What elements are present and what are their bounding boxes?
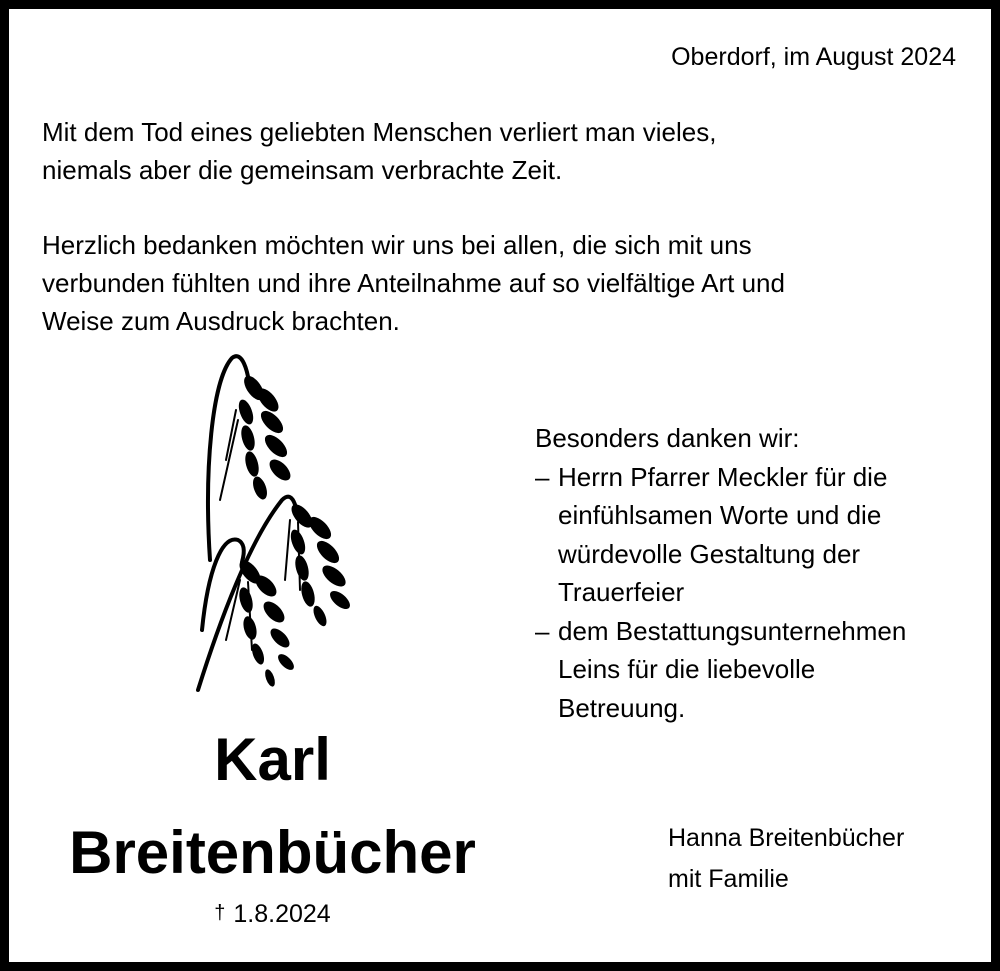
dash-bullet: – [535, 461, 550, 492]
list-item-line: Trauerfeier [558, 577, 685, 607]
list-item [535, 458, 906, 612]
list-item-line: Leins für die liebevolle [558, 654, 816, 684]
thanks-line: Weise zum Ausdruck brachten. [42, 306, 400, 336]
list-item [535, 612, 906, 728]
intro-paragraph [42, 113, 716, 189]
signature [668, 818, 904, 900]
signature-line: mit Familie [668, 865, 789, 893]
death-date: 1.8.2024 [233, 900, 331, 928]
list-item-line: dem Bestattungsunternehmen [558, 615, 907, 646]
cross-icon: † [214, 902, 226, 924]
wheat-ears-icon [190, 350, 370, 700]
special-thanks-heading: Besonders danken wir: [535, 423, 800, 453]
list-item-line: Herrn Pfarrer Meckler für die [558, 461, 888, 492]
deceased-last-name: Breitenbücher [69, 819, 476, 886]
deceased-first-name: Karl [214, 726, 331, 793]
thanks-line: Herzlich bedanken möchten wir uns bei allen, die sich mit uns [42, 230, 752, 260]
intro-line: niemals aber die gemeinsam verbrachte Zeit. [42, 155, 563, 185]
thanks-line: verbunden fühlten und ihre Anteilnahme auf so vielfältige Art und [42, 268, 785, 298]
special-thanks-list [535, 458, 906, 728]
signature-line: Hanna Breitenbücher [668, 824, 905, 852]
thanks-paragraph [42, 226, 785, 340]
intro-line: Mit dem Tod eines geliebten Menschen verliert man vieles, [42, 117, 717, 147]
special-thanks [535, 419, 906, 727]
place-date: Oberdorf, im August 2024 [671, 43, 956, 71]
dash-bullet: – [535, 615, 550, 646]
list-item-line: würdevolle Gestaltung der [558, 538, 861, 569]
death-date-line [30, 898, 515, 929]
list-item-line: Betreuung. [558, 692, 686, 723]
list-item-line: einfühlsamen Worte und die [558, 500, 882, 530]
